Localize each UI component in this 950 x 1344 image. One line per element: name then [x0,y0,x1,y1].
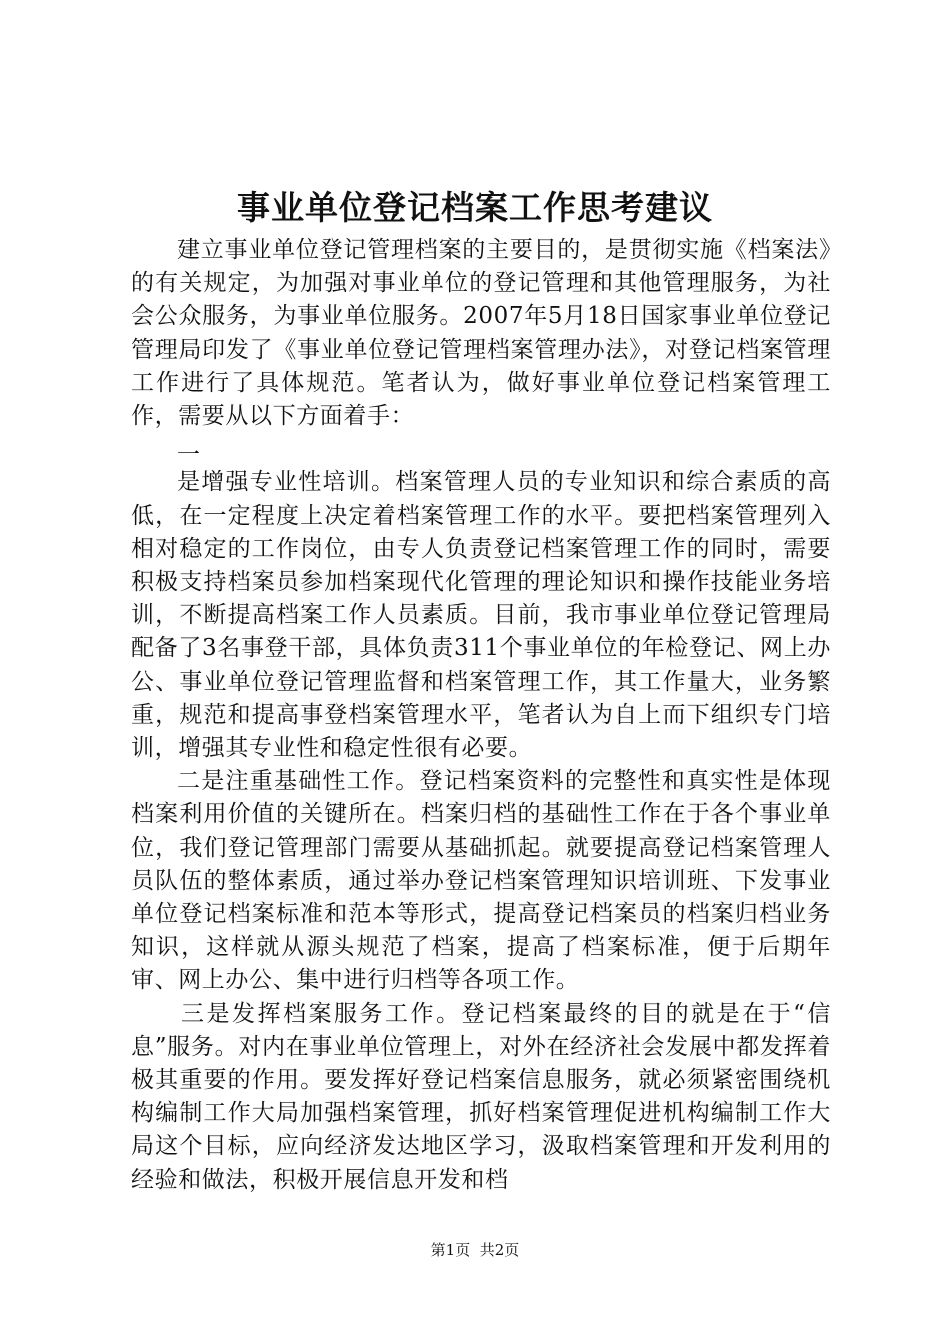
paragraph-training: 是增强专业性培训。档案管理人员的专业知识和综合素质的高低，在一定程度上决定着档案管理工作的水平。要把档案管理列入相对稳定的工作岗位，由专人负责登记档案管理工作的同时，需要积极支持档案员参加档案现代化管理的理论知识和操作技能业务培训，不断提高档案工作人员素质。目前，我市事业单位登记管理局配备了3名事登干部，具体负责311个事业单位的年检登记、网上办公、事业单位登记管理监督和档案管理工作，其工作量大，业务繁重，规范和提高事登档案管理水平，笔者认为自上而下组织专门培训，增强其专业性和稳定性很有必要。 [131,469,831,762]
page-number: 第1页 [430,1241,471,1259]
page-footer [0,1240,950,1260]
document-body [131,234,831,1197]
document-title: 事业单位登记档案工作思考建议 [237,188,713,227]
paragraph-intro: 建立事业单位登记管理档案的主要目的，是贯彻实施《档案法》的有关规定，为加强对事业单位的登记管理和其他管理服务，为社会公众服务，为事业单位服务。2007年5月18日国家事业单位登记管理局印发了《事业单位登记管理档案管理办法》，对登记档案管理工作进行了具体规范。笔者认为，做好事业单位登记档案管理工作，需要从以下方面着手： [131,237,831,430]
paragraph-foundation: 二是注重基础性工作。登记档案资料的完整性和真实性是体现档案利用价值的关键所在。档案归档的基础性工作在于各个事业单位，我们登记管理部门需要从基础抓起。就要提高登记档案管理人员队伍的整体素质，通过举办登记档案管理知识培训班、下发事业单位登记档案标准和范本等形式，提高登记档案员的档案归档业务知识，这样就从源头规范了档案，提高了档案标准，便于后期年审、网上办公、集中进行归档等各项工作。 [131,768,831,994]
paragraph-service: 三是发挥档案服务工作。登记档案最终的目的就是在于“信息”服务。对内在事业单位管理上，对外在经济社会发展中都发挥着极其重要的作用。要发挥好登记档案信息服务，就必须紧密围绕机构编制工作大局加强档案管理，抓好档案管理促进机构编制工作大局这个目标，应向经济发达地区学习，汲取档案管理和开发利用的经验和做法，积极开展信息开发和档 [131,1000,831,1193]
section-marker-one: 一 [177,442,201,469]
page-total: 共2页 [479,1241,520,1259]
